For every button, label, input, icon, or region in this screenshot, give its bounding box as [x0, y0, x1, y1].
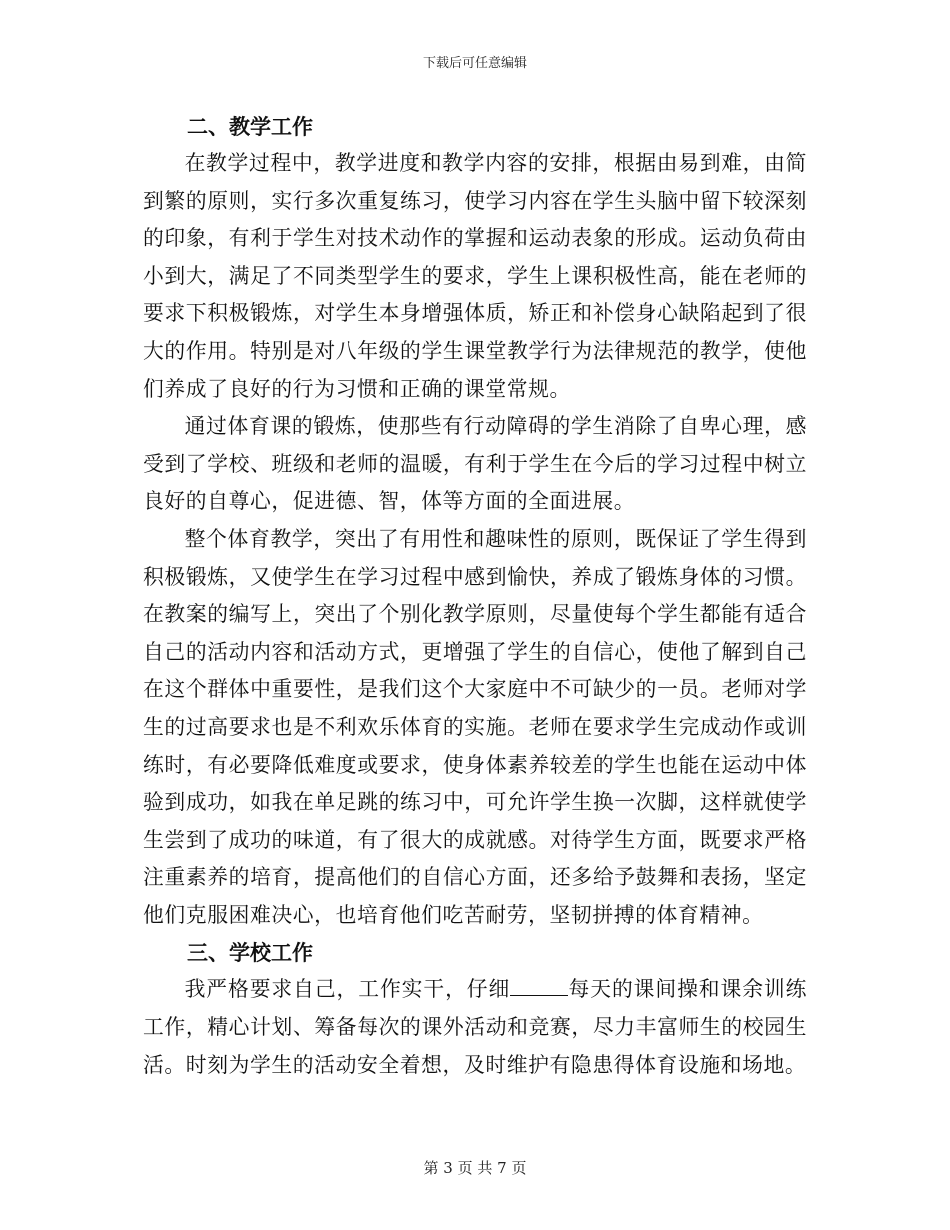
paragraph-text-after-blank: 每天的课间操和课余训练工作，精心计划、筹备每次的课外活动和竞赛，尽力丰富师生的校园生活。时刻为学生的活动安全着想，及时维护有隐患得体育设施和场地。: [143, 977, 808, 1077]
fill-in-blank: [510, 977, 568, 996]
paragraph-text-before-blank: 我严格要求自己，工作实干，仔细: [184, 977, 511, 1002]
section-heading-teaching: 二、教学工作: [187, 114, 313, 139]
paragraph: [143, 971, 807, 1084]
page-number: 第 3 页 共 7 页: [423, 1159, 527, 1177]
header-note: 下载后可任意编辑: [422, 56, 527, 71]
paragraph: 整个体育教学，突出了有用性和趣味性的原则，既保证了学生得到积极锻炼，又使学生在学习过程中感到愉快，养成了锻炼身体的习惯。在教案的编写上，突出了个别化教学原则，尽量使每个学生都能有适合自己的活动内容和活动方式，更增强了学生的自信心，使他了解到自己在这个群体中重要性，是我们这个大家庭中不可缺少的一员。老师对学生的过高要求也是不利欢乐体育的实施。老师在要求学生完成动作或训练时，有必要降低难度或要求，使身体素养较差的学生也能在运动中体验到成功，如我在单足跳的练习中，可允许学生换一次脚，这样就使学生尝到了成功的味道，有了很大的成就感。对待学生方面，既要求严格注重素养的培育，提高他们的自信心方面，还多给予鼓舞和表扬，坚定他们克服困难决心，也培育他们吃苦耐劳，坚韧拼搏的体育精神。: [143, 526, 807, 927]
document-body: [143, 108, 807, 1084]
paragraph: 在教学过程中，教学进度和教学内容的安排，根据由易到难，由简到繁的原则，实行多次重复练习，使学习内容在学生头脑中留下较深刻的印象，有利于学生对技术动作的掌握和运动表象的形成。运动负荷由小到大，满足了不同类型学生的要求，学生上课积极性高，能在老师的要求下积极锻炼，对学生本身增强体质，矫正和补偿身心缺陷起到了很大的作用。特别是对八年级的学生课堂教学行为法律规范的教学，使他们养成了良好的行为习惯和正确的课堂常规。: [143, 151, 807, 401]
paragraph: 通过体育课的锻炼，使那些有行动障碍的学生消除了自卑心理，感受到了学校、班级和老师的温暖，有利于学生在今后的学习过程中树立良好的自尊心，促进德、智，体等方面的全面进展。: [143, 414, 807, 514]
section-heading-school: 三、学校工作: [187, 940, 313, 966]
